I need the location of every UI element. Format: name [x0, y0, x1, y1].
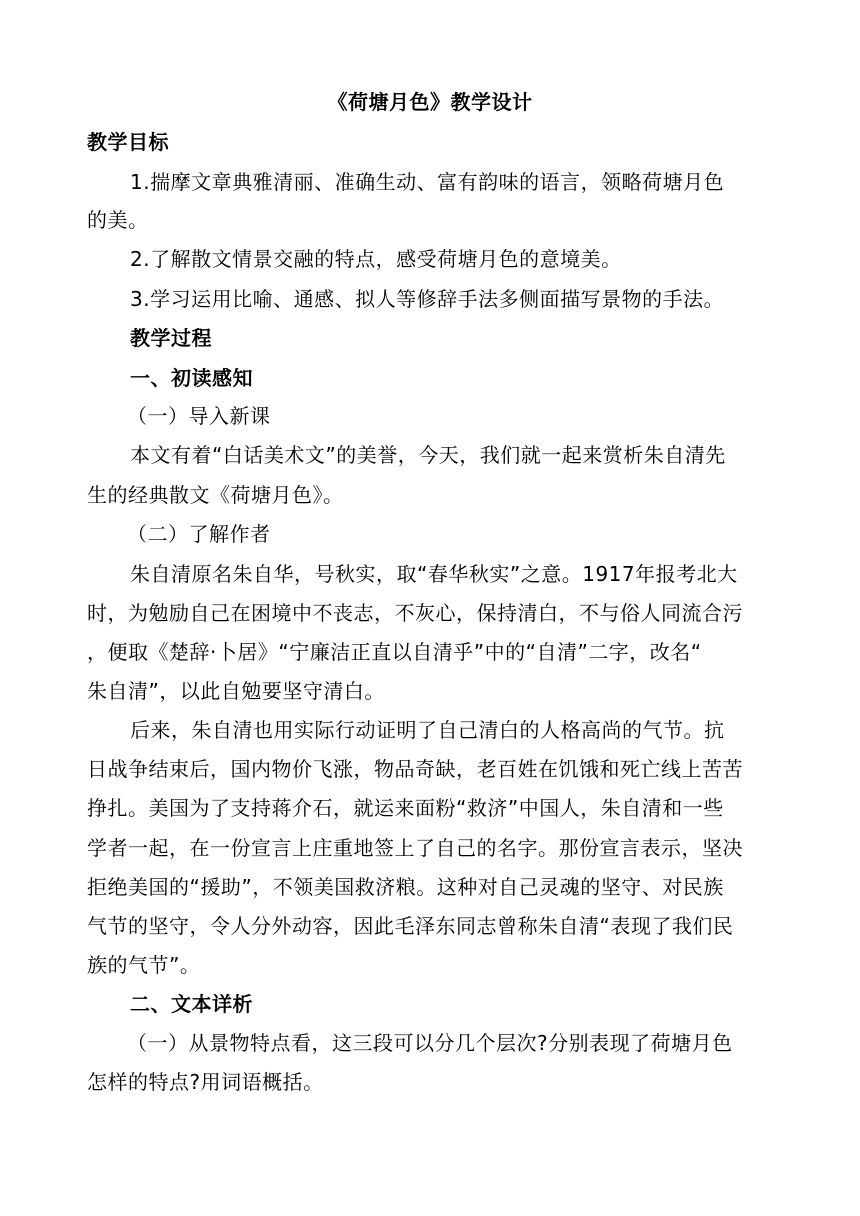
document-title: 《荷塘月色》教学设计 [327, 90, 533, 114]
author-p1-line-3: ，便取《楚辞·卜居》“宁廉洁正直以自清乎”中的“自清”二字，改名“ [87, 640, 702, 664]
objective-3: 3.学习运用比喻、通感、拟人等修辞手法多侧面描写景物的手法。 [130, 287, 725, 311]
objectives-heading: 教学目标 [87, 130, 169, 154]
sub-2-heading: （二）了解作者 [127, 522, 271, 546]
sub-3-line-1: （一）从景物特点看，这三段可以分几个层次?分别表现了荷塘月色 [127, 1031, 733, 1055]
author-p1-line-2: 时，为勉励自己在困境中不丧志，不灰心，保持清白，不与俗人同流合污 [87, 601, 743, 625]
intro-line-2: 生的经典散文《荷塘月色》。 [87, 483, 344, 507]
intro-line-1: 本文有着“白话美术文”的美誉，今天，我们就一起来赏析朱自清先 [130, 443, 726, 467]
objective-1-line-2: 的美。 [87, 208, 149, 232]
author-p1-line-1: 朱自清原名朱自华，号秋实，取“春华秋实”之意。1917年报考北大 [130, 562, 738, 586]
author-p2-line-1: 后来，朱自清也用实际行动证明了自己清白的人格高尚的气节。抗 [130, 718, 725, 742]
process-heading: 教学过程 [130, 326, 212, 350]
author-p2-line-4: 学者一起，在一份宣言上庄重地签上了自己的名字。那份宣言表示，坚决 [87, 836, 743, 860]
author-p2-line-5: 拒绝美国的“援助”，不领美国救济粮。这种对自己灵魂的坚守、对民族 [87, 875, 724, 899]
section-2-heading: 二、文本详析 [130, 992, 253, 1016]
objective-2: 2.了解散文情景交融的特点，感受荷塘月色的意境美。 [130, 247, 622, 271]
section-1-heading: 一、初读感知 [130, 366, 253, 390]
objective-1-line-1: 1.揣摩文章典雅清丽、准确生动、富有韵味的语言，领略荷塘月色 [130, 170, 725, 194]
author-p2-line-3: 挣扎。美国为了支持蒋介石，就运来面粉“救济”中国人，朱自清和一些 [87, 796, 724, 820]
author-p2-line-2: 日战争结束后，国内物价飞涨，物品奇缺，老百姓在饥饿和死亡线上苦苦 [87, 757, 743, 781]
author-p2-line-6: 气节的坚守，令人分外动容，因此毛泽东同志曾称朱自清“表现了我们民 [87, 914, 734, 938]
sub-3-line-2: 怎样的特点?用词语概括。 [87, 1070, 324, 1094]
sub-1-heading: （一）导入新课 [127, 404, 271, 428]
author-p2-line-7: 族的气节”。 [87, 953, 201, 977]
author-p1-line-4: 朱自清”，以此自勉要坚守清白。 [87, 679, 385, 703]
